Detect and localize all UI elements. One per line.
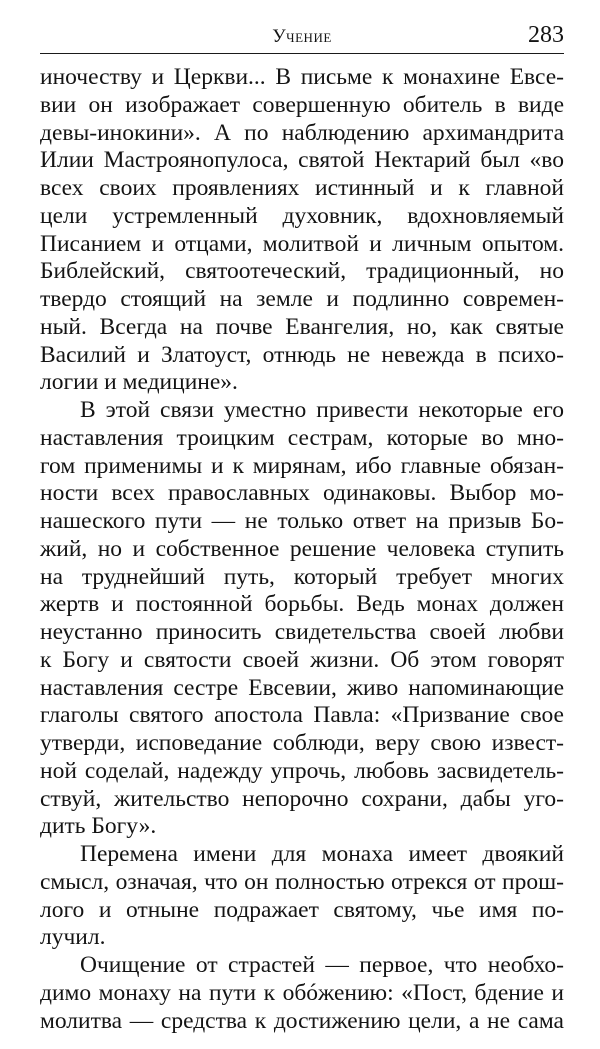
text-line: смысл, означая, что он полностью отрекся от прош- <box>40 868 564 895</box>
text-line: нашеского пути — не только ответ на призыв Бо- <box>40 508 564 534</box>
text-line: дить Богу». <box>40 813 157 840</box>
text-line: Перемена имени для монаха имеет двоякий <box>80 841 564 867</box>
text-line: наставления сестре Евсевии, живо напоминающие <box>40 674 564 701</box>
text-line: логии и медицине». <box>40 369 238 396</box>
text-line: глаголы святого апостола Павла: «Призвание свое <box>40 702 564 729</box>
text-line: всех своих проявлениях истинный и к главной <box>40 175 564 201</box>
text-line: лучил. <box>40 924 106 951</box>
text-line: ный. Всегда на почве Евангелия, но, как святые <box>40 313 564 340</box>
page-number: 283 <box>528 22 564 48</box>
text-line: девы-инокини». А по наблюдению архимандрита <box>40 119 564 146</box>
text-line: ной соделай, надежду упрочь, любовь засвидетель- <box>40 757 564 784</box>
text-line: неустанно приносить свидетельства своей любви <box>40 619 564 645</box>
text-line: Василий и Златоуст, отнюдь не невежда в психо- <box>40 341 564 368</box>
text-line: молитва — средства к достижению цели, а не сама <box>40 1007 564 1034</box>
text-line: гом применимы и к мирянам, ибо главные обязан- <box>40 452 564 479</box>
text-line: цели устремленный духовник, вдохновляемый <box>40 202 564 229</box>
text-line: иночеству и Церкви... В письме к монахине Евсе- <box>40 64 564 90</box>
text-line: В этой связи уместно привести некоторые его <box>80 397 564 423</box>
text-line: лого и отныне подражает святому, чье имя по- <box>40 896 564 923</box>
running-header <box>40 22 564 52</box>
text-line: утверди, исповедание соблюди, веру свою извест- <box>40 730 564 756</box>
text-line: на труднейший путь, который требует многих <box>40 563 564 590</box>
text-line: жертв и постоянной борьбы. Ведь монах должен <box>40 591 564 618</box>
text-line: ности всех православных одинаковы. Выбор мо- <box>40 480 564 507</box>
running-title: Учение <box>272 26 332 47</box>
text-line: Библейский, святоотеческий, традиционный, но <box>40 258 564 285</box>
text-line: жий, но и собственное решение человека ступить <box>40 535 564 562</box>
header-rule <box>40 53 564 54</box>
text-line: вии он изображает совершенную обитель в виде <box>40 91 564 118</box>
text-line: твердо стоящий на земле и подлинно современ- <box>40 286 564 312</box>
text-line: к Богу и святости своей жизни. Об этом говорят <box>40 646 564 673</box>
text-line: Писанием и отцами, молитвой и личным опытом. <box>40 230 564 257</box>
text-line: Очищение от страстей — первое, что необхо- <box>80 952 564 978</box>
text-line: наставления троицким сестрам, которые во мно- <box>40 424 564 451</box>
text-line: Илии Мастроянопулоса, святой Нектарий был «во <box>40 147 564 174</box>
text-line: димо монаху на пути к обóжению: «Пост, бдение и <box>40 979 564 1006</box>
text-line: ствуй, жительство непорочно сохрани, дабы уго- <box>40 785 564 812</box>
body-text <box>40 64 564 1035</box>
